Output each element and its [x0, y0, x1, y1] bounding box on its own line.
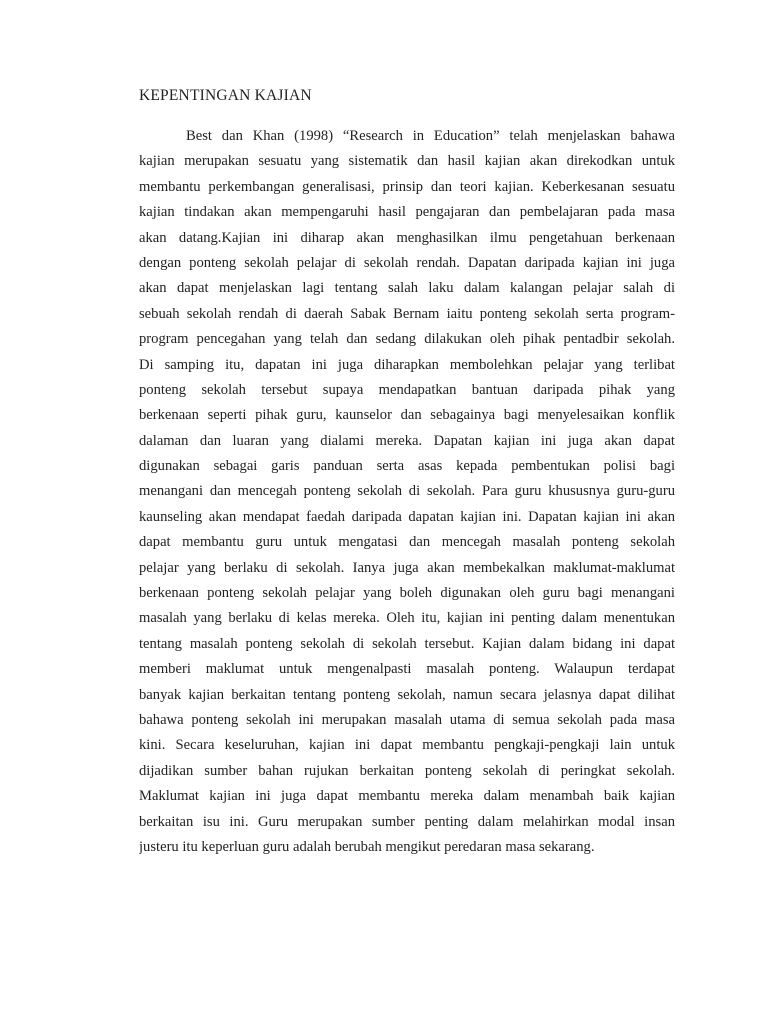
paragraph-line: memberi maklumat untuk mengenalpasti masalah ponteng. Walaupun terdapat: [139, 661, 675, 678]
paragraph-line: akan datang.Kajian ini diharap akan menghasilkan ilmu pengetahuan berkenaan: [139, 229, 675, 246]
paragraph-line: dapat membantu guru untuk mengatasi dan mencegah masalah ponteng sekolah: [139, 534, 675, 551]
paragraph-line: kini. Secara keseluruhan, kajian ini dapat membantu pengkaji-pengkaji lain untuk: [139, 737, 675, 754]
paragraph-line: program pencegahan yang telah dan sedang dilakukan oleh pihak pentadbir sekolah.: [139, 331, 675, 348]
paragraph-line: berkenaan seperti pihak guru, kaunselor dan sebagainya bagi menyelesaikan konflik: [139, 407, 675, 424]
paragraph-line: pelajar yang berlaku di sekolah. Ianya juga akan membekalkan maklumat-maklumat: [139, 559, 675, 576]
paragraph-line: sebuah sekolah rendah di daerah Sabak Bernam iaitu ponteng sekolah serta program-: [139, 305, 675, 322]
paragraph-line: justeru itu keperluan guru adalah berubah mengikut peredaran masa sekarang.: [139, 838, 595, 855]
paragraph-line: Di samping itu, dapatan ini juga diharapkan membolehkan pelajar yang terlibat: [139, 356, 675, 373]
paragraph-line: masalah yang berlaku di kelas mereka. Oleh itu, kajian ini penting dalam menentukan: [139, 610, 675, 627]
paragraph-line: berkaitan isu ini. Guru merupakan sumber penting dalam melahirkan modal insan: [139, 813, 675, 830]
section-heading: KEPENTINGAN KAJIAN: [139, 87, 312, 104]
paragraph-line: banyak kajian berkaitan tentang ponteng sekolah, namun secara jelasnya dapat dilihat: [139, 686, 675, 703]
paragraph-line: Best dan Khan (1998) “Research in Education” telah menjelaskan bahawa: [186, 128, 675, 144]
paragraph-line: kaunseling akan mendapat faedah daripada dapatan kajian ini. Dapatan kajian ini akan: [139, 508, 675, 525]
paragraph-line: dijadikan sumber bahan rujukan berkaitan ponteng sekolah di peringkat sekolah.: [139, 762, 675, 779]
paragraph-line: membantu perkembangan generalisasi, prinsip dan teori kajian. Keberkesanan sesuatu: [139, 178, 675, 195]
paragraph-line: tentang masalah ponteng sekolah di sekolah tersebut. Kajian dalam bidang ini dapat: [139, 635, 675, 652]
paragraph-line: kajian merupakan sesuatu yang sistematik dan hasil kajian akan direkodkan untuk: [139, 153, 675, 170]
body-paragraph: [139, 124, 675, 860]
paragraph-line: akan dapat menjelaskan lagi tentang salah laku dalam kalangan pelajar salah di: [139, 280, 675, 297]
paragraph-line: digunakan sebagai garis panduan serta asas kepada pembentukan polisi bagi: [139, 458, 675, 475]
paragraph-line: bahawa ponteng sekolah ini merupakan masalah utama di semua sekolah pada masa: [139, 711, 675, 728]
paragraph-line: ponteng sekolah tersebut supaya mendapatkan bantuan daripada pihak yang: [139, 381, 675, 398]
paragraph-line: menangani dan mencegah ponteng sekolah di sekolah. Para guru khususnya guru-guru: [139, 483, 675, 500]
paragraph-line: dengan ponteng sekolah pelajar di sekolah rendah. Dapatan daripada kajian ini juga: [139, 254, 675, 271]
paragraph-line: berkenaan ponteng sekolah pelajar yang boleh digunakan oleh guru bagi menangani: [139, 585, 675, 602]
paragraph-line: Maklumat kajian ini juga dapat membantu mereka dalam menambah baik kajian: [139, 788, 675, 805]
paragraph-line: kajian tindakan akan mempengaruhi hasil pengajaran dan pembelajaran pada masa: [139, 204, 675, 221]
paragraph-line: dalaman dan luaran yang dialami mereka. Dapatan kajian ini juga akan dapat: [139, 432, 675, 449]
